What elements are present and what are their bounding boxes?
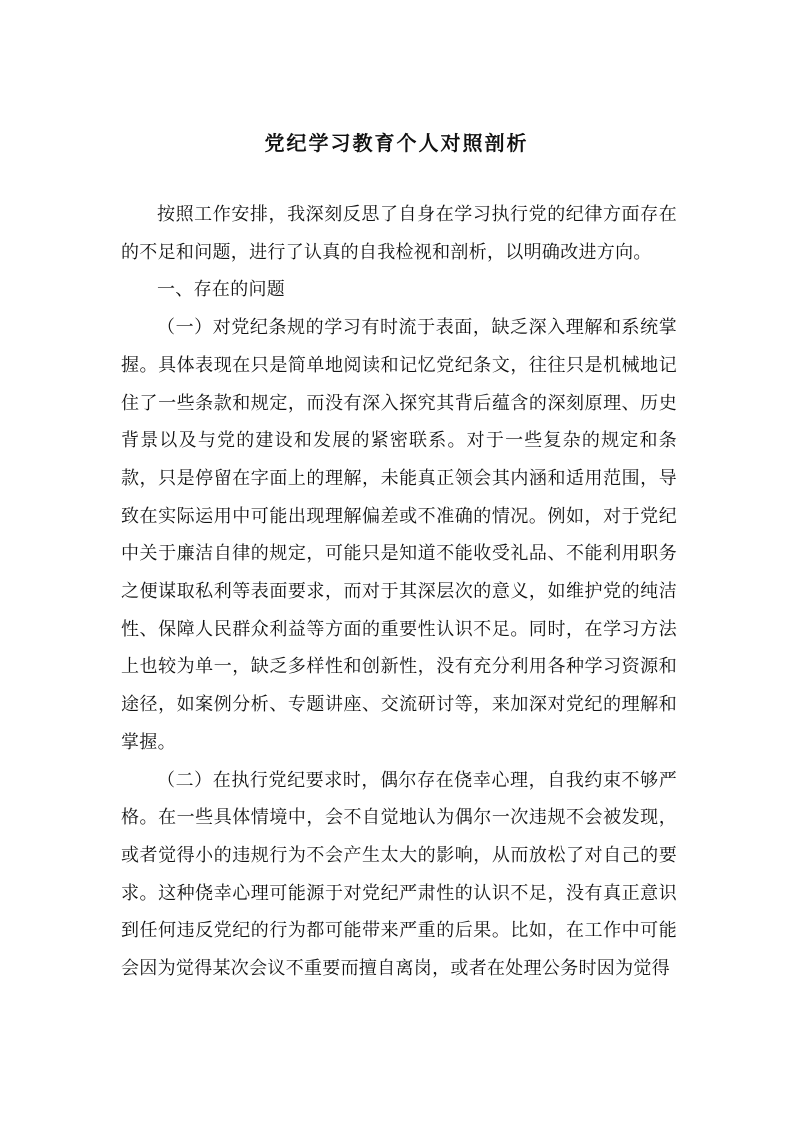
document-title: 党纪学习教育个人对照剖析 xyxy=(264,131,529,155)
paragraph-intro: 按照工作安排，我深刻反思了自身在学习执行党的纪律方面存在的不足和问题，进行了认真的自我检视和剖析，以明确改进方向。 xyxy=(121,204,677,263)
document-body xyxy=(121,196,677,988)
section-heading-problems: 一、存在的问题 xyxy=(157,279,286,301)
paragraph-problem-1: （一）对党纪条规的学习有时流于表面，缺乏深入理解和系统掌握。具体表现在只是简单地阅读和记忆党纪条文，往往只是机械地记住了一些条款和规定，而没有深入探究其背后蕴含的深刻原理、历史背景以及与党的建设和发展的紧密联系。对于一些复杂的规定和条款，只是停留在字面上的理解，未能真正领会其内涵和适用范围，导致在实际运用中可能出现理解偏差或不准确的情况。例如，对于党纪中关于廉洁自律的规定，可能只是知道不能收受礼品、不能利用职务之便谋取私利等表面要求，而对于其深层次的意义，如维护党的纯洁性、保障人民群众利益等方面的重要性认识不足。同时，在学习方法上也较为单一，缺乏多样性和创新性，没有充分利用各种学习资源和途径，如案例分析、专题讲座、交流研讨等，来加深对党纪的理解和掌握。 xyxy=(121,317,677,753)
paragraph-problem-2: （二）在执行党纪要求时，偶尔存在侥幸心理，自我约束不够严格。在一些具体情境中，会不自觉地认为偶尔一次违规不会被发现，或者觉得小的违规行为不会产生太大的影响，从而放松了对自己的要求。这种侥幸心理可能源于对党纪严肃性的认识不足，没有真正意识到任何违反党纪的行为都可能带来严重的后果。比如，在工作中可能会因为觉得某次会议不重要而擅自离岗，或者在处理公务时因为觉得 xyxy=(121,769,677,980)
